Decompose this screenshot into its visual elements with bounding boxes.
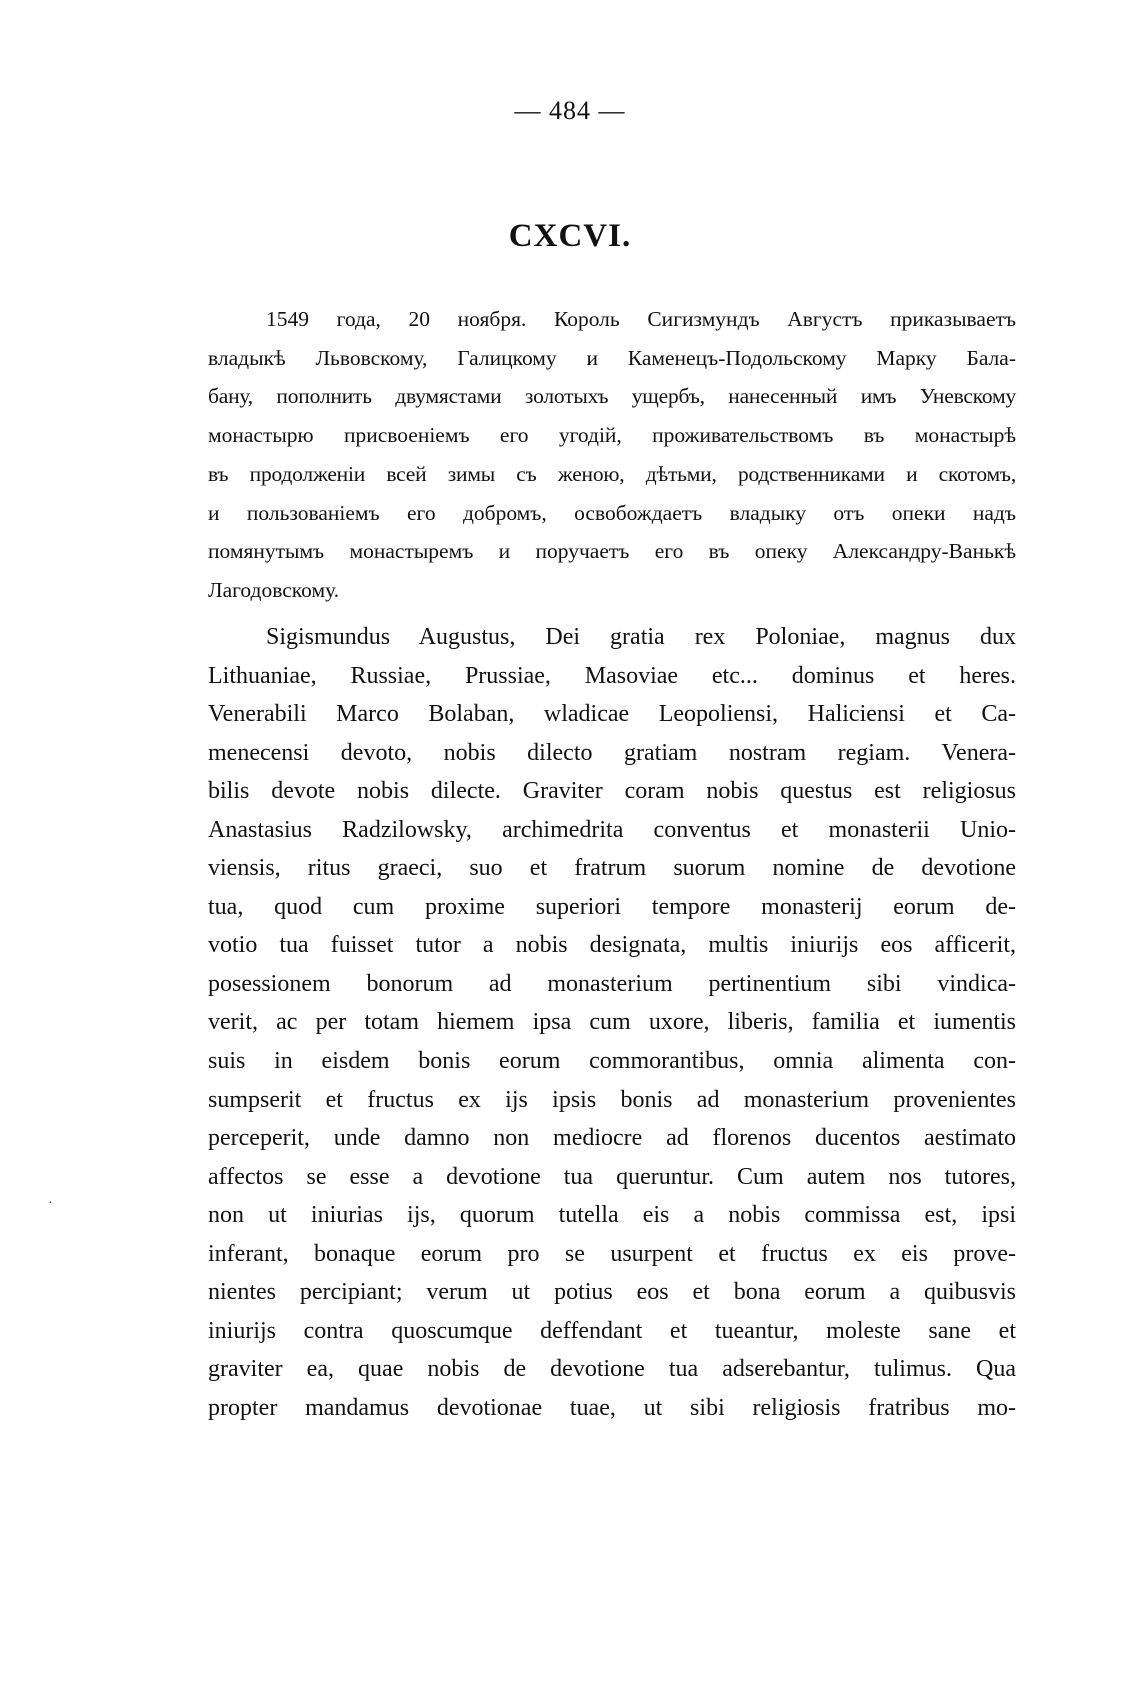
- body-line: inferant, bonaque eorum pro se usurpent et fructus ex eis prove-: [208, 1240, 1016, 1267]
- body-line: votio tua fuisset tutor a nobis designata, multis iniurijs eos afficerit,: [208, 932, 1016, 959]
- body-line: Sigismundus Augustus, Dei gratia rex Poloniae, magnus dux: [266, 624, 1016, 650]
- summary-line: монастырю присвоеніемъ его угодій, проживательствомъ въ монастырѣ: [208, 423, 1016, 448]
- document-summary: [208, 300, 1016, 610]
- summary-line: владыкѣ Львовскому, Галицкому и Каменецъ-Подольскому Марку Бала-: [208, 345, 1016, 370]
- body-line: tua, quod cum proxime superiori tempore monasterij eorum de-: [208, 893, 1016, 920]
- body-line: suis in eisdem bonis eorum commorantibus, omnia alimenta con-: [208, 1048, 1016, 1075]
- body-line: perceperit, unde damno non mediocre ad florenos ducentos aestimato: [208, 1125, 1016, 1152]
- body-line: graviter ea, quae nobis de devotione tua adserebantur, tulimus. Qua: [208, 1356, 1016, 1383]
- body-line: verit, ac per totam hiemem ipsa cum uxore, liberis, familia et iumentis: [208, 1009, 1016, 1036]
- body-line: viensis, ritus graeci, suo et fratrum suorum nomine de devotione: [208, 855, 1016, 882]
- body-line: iniurijs contra quoscumque deffendant et tueantur, moleste sane et: [208, 1317, 1016, 1344]
- summary-line: и пользованіемъ его добромъ, освобождаетъ владыку отъ опеки надъ: [208, 500, 1016, 525]
- body-line: nientes percipiant; verum ut potius eos et bona eorum a quibusvis: [208, 1279, 1016, 1306]
- body-line: posessionem bonorum ad monasterium pertinentium sibi vindica-: [208, 970, 1016, 997]
- body-line: propter mandamus devotionae tuae, ut sibi religiosis fratribus mo-: [208, 1394, 1016, 1421]
- body-line: affectos se esse a devotione tua queruntur. Cum autem nos tutores,: [208, 1163, 1016, 1190]
- body-line: non ut iniurias ijs, quorum tutella eis a nobis commissa est, ipsi: [208, 1202, 1016, 1229]
- page-number: — 484 —: [514, 96, 626, 125]
- body-line: Lithuaniae, Russiae, Prussiae, Masoviae etc... dominus et heres.: [208, 662, 1016, 689]
- body-line: menecensi devoto, nobis dilecto gratiam nostram regiam. Venera-: [208, 739, 1016, 766]
- body-line: Venerabili Marco Bolaban, wladicae Leopoliensi, Haliciensi et Ca-: [208, 701, 1016, 728]
- body-line: sumpserit et fructus ex ijs ipsis bonis ad monasterium provenientes: [208, 1086, 1016, 1113]
- summary-line: бану, пополнить двумястами золотыхъ ущербъ, нанесенный имъ Уневскому: [208, 384, 1016, 409]
- summary-line: 1549 года, 20 ноября. Король Сигизмундъ Августъ приказываетъ: [266, 307, 1016, 331]
- margin-speck: ·: [48, 1196, 53, 1211]
- summary-line: помянутымъ монастыремъ и поручаетъ его въ опеку Александру-Ванькѣ: [208, 539, 1016, 564]
- body-line: bilis devote nobis dilecte. Graviter coram nobis questus est religiosus: [208, 778, 1016, 805]
- summary-line: въ продолженіи всей зимы съ женою, дѣтьми, родственниками и скотомъ,: [208, 461, 1016, 486]
- document-body: [208, 618, 1016, 1427]
- document-number: CXCVI.: [508, 218, 632, 254]
- summary-line: Лагодовскому.: [208, 577, 340, 602]
- body-line: Anastasius Radzilowsky, archimedrita conventus et monasterii Unio-: [208, 816, 1016, 843]
